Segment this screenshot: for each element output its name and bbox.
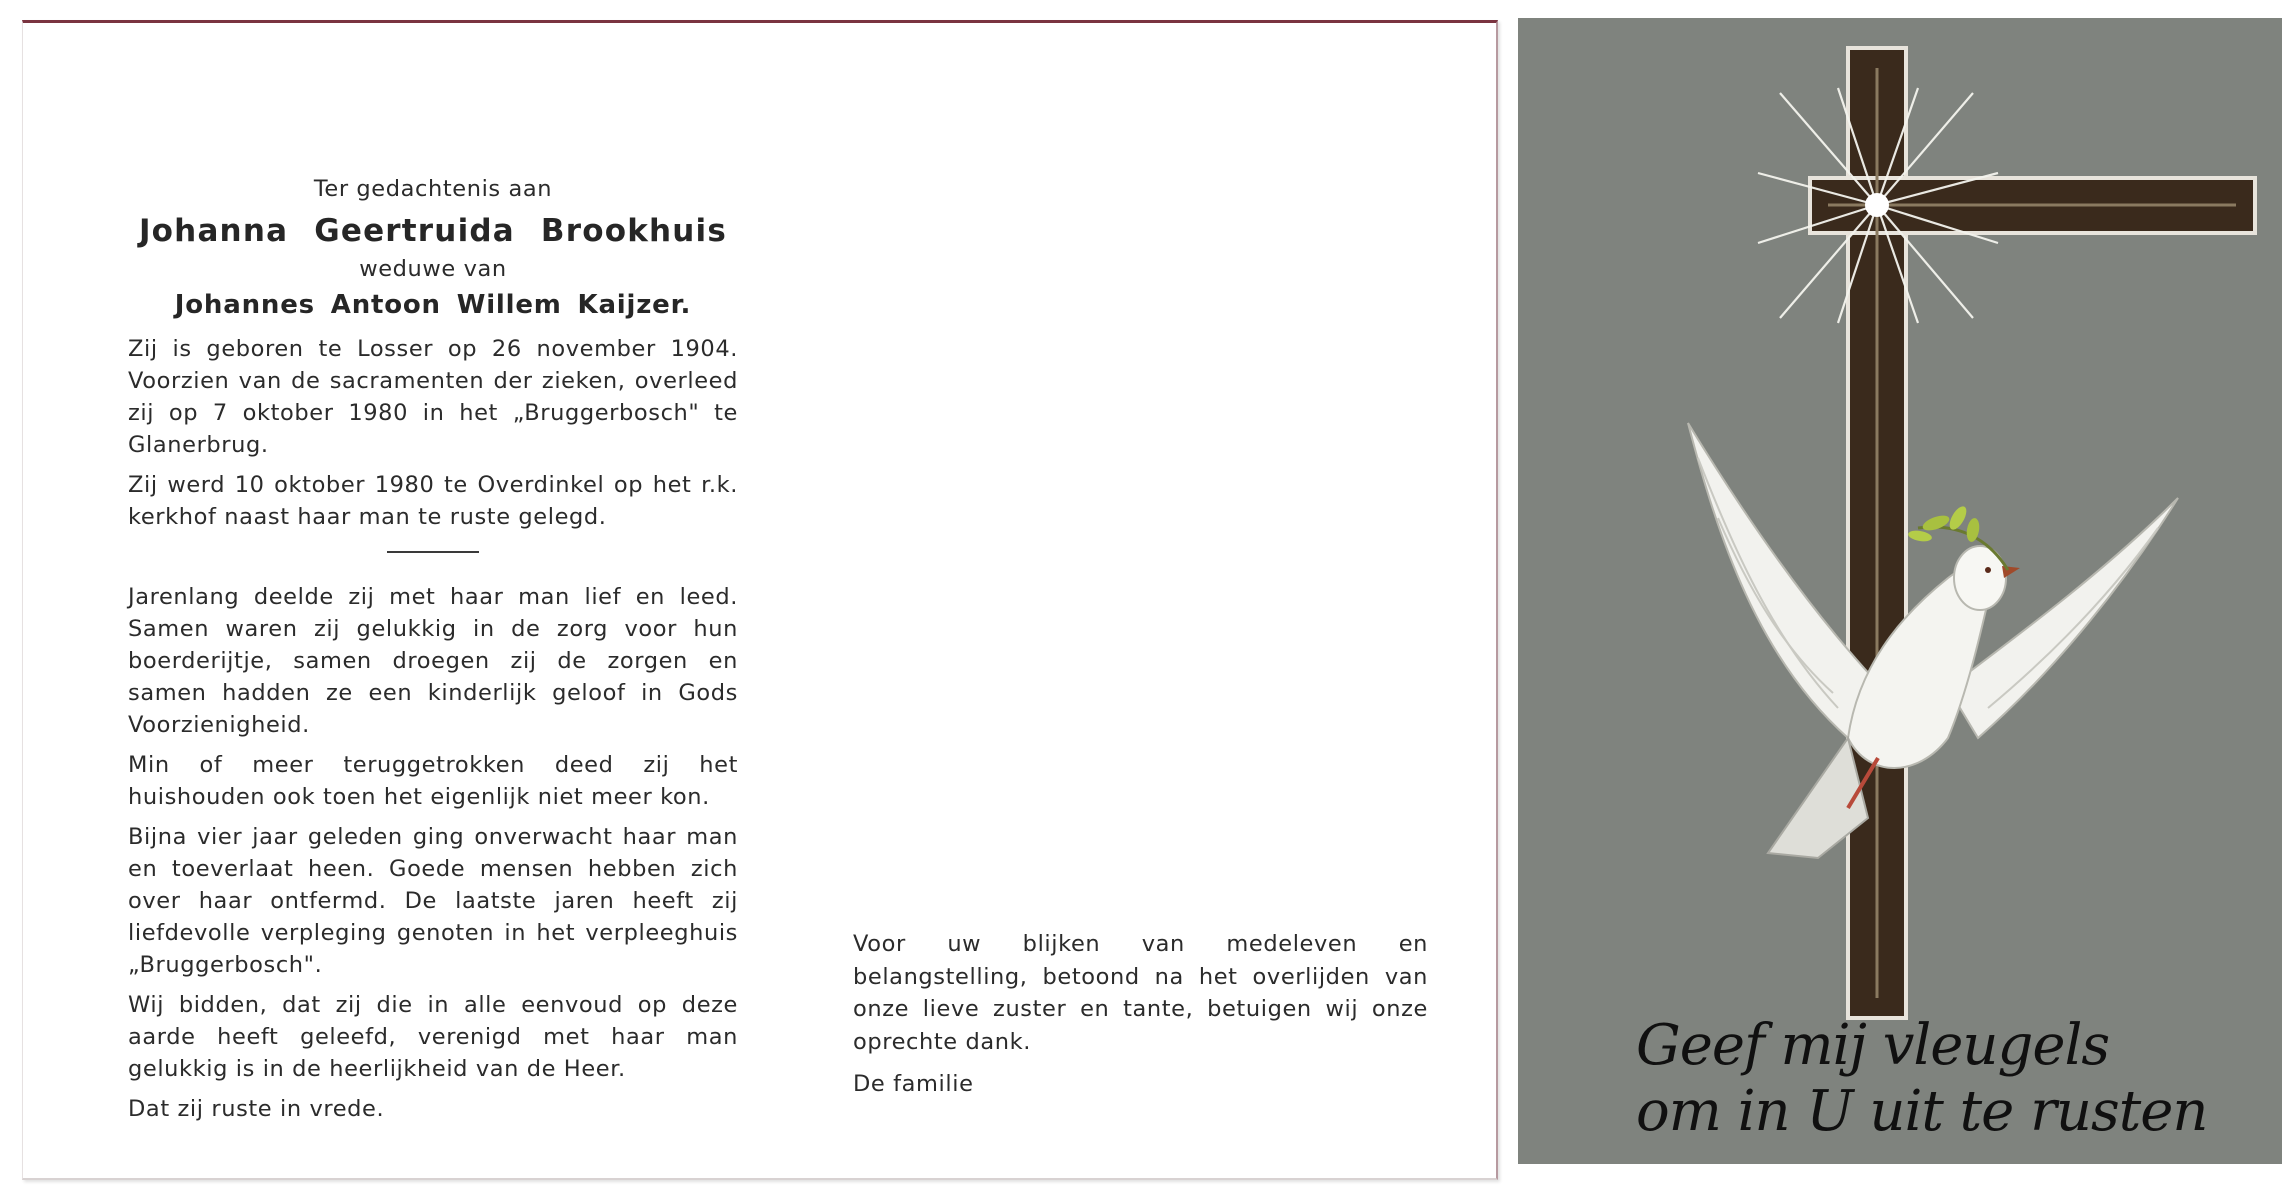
- memorial-text-panel: [128, 173, 738, 1133]
- remembrance-paragraph: Bijna vier jaar geleden ging onverwacht haar man en toeverlaat heen. Goede mensen hebben zich over haar ontfermd. De laatste jaren heeft zij liefdevolle verpleging genoten in het verpleeghuis „Bruggerbosch".: [128, 824, 738, 978]
- spouse-name: Johannes Antoon Willem Kaijzer.: [174, 290, 692, 320]
- motto-line: om in U uit te rusten: [1636, 1079, 2208, 1144]
- biography-paragraph: Zij is geboren te Losser op 26 november 1904. Voorzien van de sacramenten der zieken, overleed zij op 7 oktober 1980 in het „Bruggerbosch" te Glanerbrug.: [128, 336, 738, 458]
- motto-text: [1636, 1013, 2276, 1145]
- intro-line: Ter gedachtenis aan: [313, 176, 553, 202]
- remembrance-paragraph: Jarenlang deelde zij met haar man lief en leed. Samen waren zij gelukkig in de zorg voor hun boerderijtje, samen droegen zij de zorgen en samen hadden ze een kinderlijk geloof in Gods Voorzienigheid.: [128, 584, 738, 738]
- widow-of-line: weduwe van: [359, 256, 507, 282]
- deceased-name: Johanna Geertruida Brookhuis: [138, 213, 728, 249]
- biography-paragraph: Zij werd 10 oktober 1980 te Overdinkel op het r.k. kerkhof naast haar man te ruste gelegd.: [128, 472, 738, 530]
- divider: [387, 551, 479, 553]
- cross-dove-illustration: [1518, 18, 2282, 1164]
- memorial-card: [22, 20, 1498, 1180]
- dove-icon: [1688, 423, 2178, 858]
- motto-line: Geef mij vleugels: [1636, 1013, 2110, 1078]
- remembrance-paragraph: Dat zij ruste in vrede.: [128, 1096, 385, 1122]
- devotional-picture: [1518, 18, 2282, 1164]
- thanks-block: [853, 928, 1428, 1101]
- signoff: De familie: [853, 1071, 974, 1097]
- remembrance-paragraph: Min of meer teruggetrokken deed zij het huishouden ook toen het eigenlijk niet meer kon.: [128, 752, 738, 810]
- thanks-text: Voor uw blijken van medeleven en belangstelling, betoond na het overlijden van onze lieve zuster en tante, betuigen wij onze oprechte dank.: [853, 931, 1428, 1055]
- remembrance-paragraph: Wij bidden, dat zij die in alle eenvoud op deze aarde heeft geleefd, verenigd met haar man gelukkig is in de heerlijkheid van de Heer.: [128, 992, 738, 1082]
- star-icon: [1865, 193, 1889, 217]
